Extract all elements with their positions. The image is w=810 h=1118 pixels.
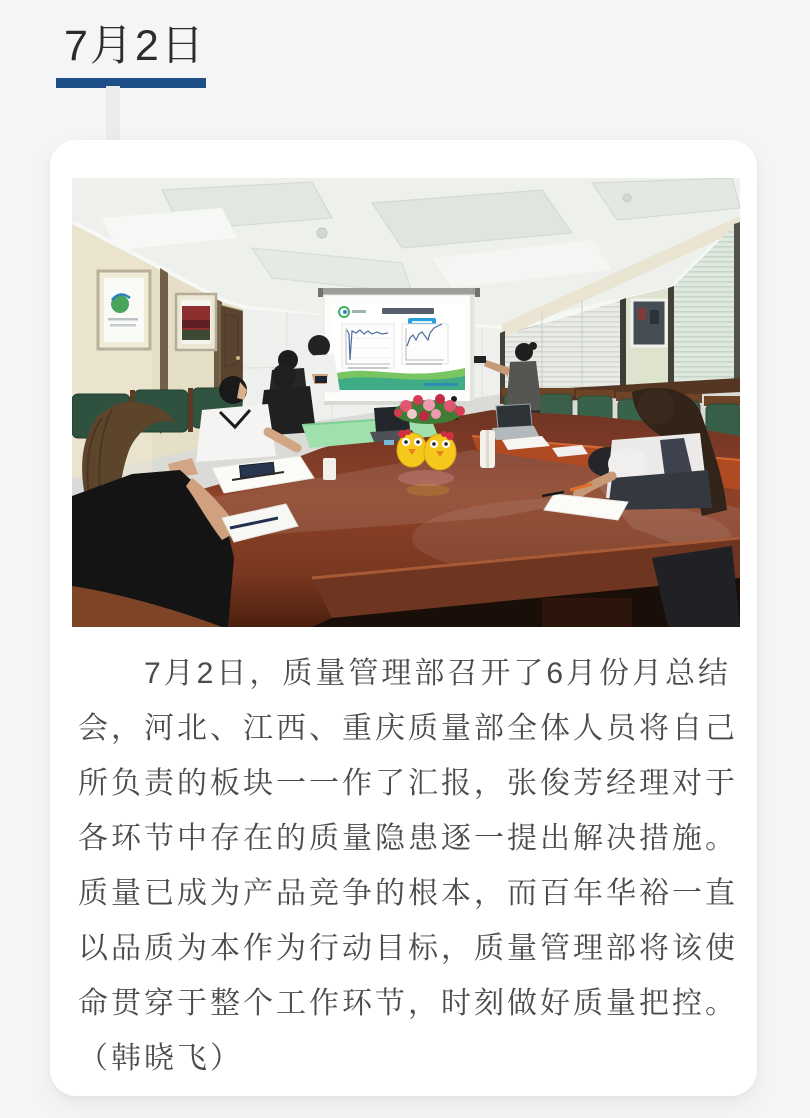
meeting-room-photo-illustration xyxy=(72,178,740,627)
article-line: 会，河北、江西、重庆质量部全体人员将自己 xyxy=(78,712,738,745)
article-paragraph xyxy=(78,646,742,1086)
article-card xyxy=(50,140,757,1096)
projection-screen xyxy=(318,288,480,405)
article-line: 各环节中存在的质量隐患逐一提出解决措施。 xyxy=(78,822,738,855)
certificate-frame xyxy=(98,271,150,349)
article-line: 命贯穿于整个工作环节，时刻做好质量把控。 xyxy=(78,987,738,1020)
meeting-photo[interactable] xyxy=(72,178,740,627)
right-wall-picture xyxy=(632,300,666,346)
date-underline xyxy=(56,78,206,88)
article-line: 以品质为本作为行动目标，质量管理部将该使 xyxy=(78,932,738,965)
group-photo-frame xyxy=(176,294,216,350)
date-heading: 7月2日 xyxy=(64,22,206,70)
article-line: 7月2日，质量管理部召开了6月份月总结 xyxy=(144,657,732,690)
signature-line: （韩晓飞） xyxy=(78,1042,243,1075)
article-line: 质量已成为产品竞争的根本，而百年华裕一直 xyxy=(78,877,738,910)
timeline-connector xyxy=(106,86,120,142)
article-line: 所负责的板块一一作了汇报，张俊芳经理对于 xyxy=(78,767,738,800)
